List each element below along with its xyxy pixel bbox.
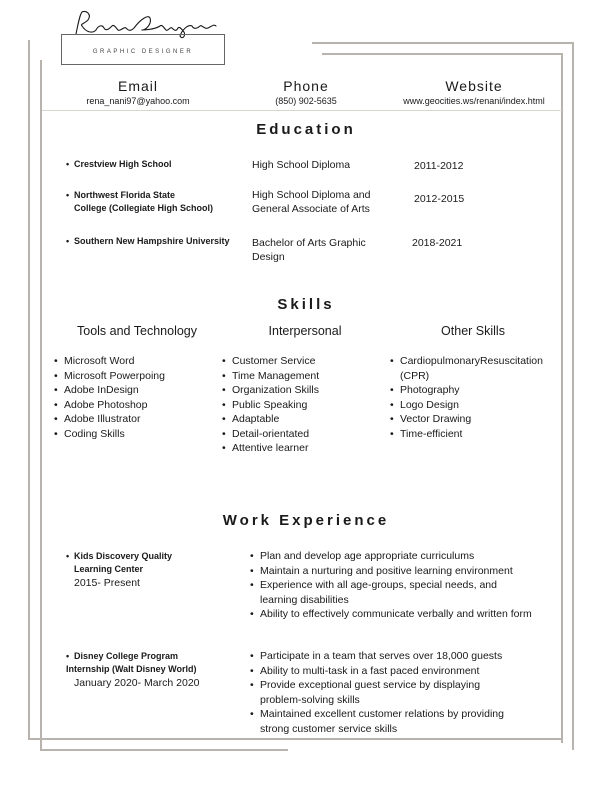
- list-item: • Ability to effectively communicate verbally and written form: [250, 607, 558, 622]
- frame-line-right-inner: [561, 53, 563, 743]
- website-value[interactable]: www.geocities.ws/renani/index.html: [403, 96, 545, 106]
- list-item: • Attentive learner: [222, 441, 382, 456]
- list-item: • Maintain a nurturing and positive learning environment: [250, 564, 558, 579]
- education-years: 2018-2021: [412, 237, 463, 249]
- skills-list-tools: [54, 354, 214, 441]
- job-duties: [250, 549, 558, 622]
- list-item: • Organization Skills: [222, 383, 382, 398]
- header-divider: [42, 110, 562, 111]
- skills-column-heading: Tools and Technology: [77, 324, 197, 338]
- list-item: • Provide exceptional guest service by displaying problem-solving skills: [250, 678, 540, 707]
- education-school: • Northwest Florida State College (Collegiate High School): [66, 190, 214, 213]
- list-item: • Coding Skills: [54, 427, 214, 442]
- list-item: • Logo Design: [390, 398, 554, 413]
- education-degree: Bachelor of Arts Graphic Design: [252, 237, 366, 263]
- skills-column-heading: Interpersonal: [268, 324, 342, 338]
- job-entry: • Disney College Program Internship (Walt Disney World) January 2020- March 2020: [66, 650, 246, 690]
- job-name: Learning Center: [74, 564, 144, 574]
- frame-line-left-inner: [40, 60, 42, 750]
- job-dates: 2015- Present: [74, 577, 140, 589]
- job-title: GRAPHIC DESIGNER: [92, 49, 194, 55]
- phone-value[interactable]: (850) 902-5635: [275, 96, 337, 106]
- logo-frame: [61, 34, 225, 65]
- list-item: • Plan and develop age appropriate curriculums: [250, 549, 558, 564]
- frame-line-right-outer: [572, 42, 574, 750]
- list-item: • Microsoft Word: [54, 354, 214, 369]
- list-item: • Participate in a team that serves over 18,000 guests: [250, 649, 540, 664]
- list-item: • Time Management: [222, 369, 382, 384]
- frame-line-bottom-inner: [40, 749, 288, 751]
- list-item: • Adobe InDesign: [54, 383, 214, 398]
- education-school: • Southern New Hampshire University: [66, 236, 230, 246]
- list-item: • Adobe Photoshop: [54, 398, 214, 413]
- skills-list-interpersonal: [222, 354, 382, 456]
- list-item: • Adaptable: [222, 412, 382, 427]
- list-item: • Time-efficient: [390, 427, 554, 442]
- list-item: • Maintained excellent customer relations by providing strong customer service skills: [250, 707, 540, 736]
- list-item: • Adobe Illustrator: [54, 412, 214, 427]
- list-item: • Detail-orientated: [222, 427, 382, 442]
- job-name: Internship (Walt Disney World): [66, 664, 197, 674]
- skills-list-other: [390, 354, 554, 441]
- list-item: • Photography: [390, 383, 554, 398]
- education-degree: High School Diploma and General Associate of Arts: [252, 189, 371, 215]
- list-item: • Customer Service: [222, 354, 382, 369]
- education-degree: High School Diploma: [252, 159, 351, 171]
- job-entry: • Kids Discovery Quality Learning Center 2015- Present: [66, 550, 246, 590]
- skills-column-heading: Other Skills: [441, 324, 505, 338]
- skills-title: Skills: [277, 296, 335, 313]
- list-item: • Public Speaking: [222, 398, 382, 413]
- email-value[interactable]: rena_nani97@yahoo.com: [86, 96, 190, 106]
- frame-line-bottom-outer: [28, 738, 562, 740]
- education-school: • Crestview High School: [66, 159, 172, 169]
- frame-line-top-right-inner: [322, 53, 562, 55]
- job-duties: [250, 649, 540, 736]
- job-dates: January 2020- March 2020: [74, 677, 200, 689]
- website-label: Website: [445, 78, 503, 94]
- job-name: Disney College Program: [74, 651, 179, 661]
- list-item: • Ability to multi-task in a fast paced environment: [250, 664, 540, 679]
- frame-line-left-outer: [28, 40, 30, 740]
- list-item: • Vector Drawing: [390, 412, 554, 427]
- education-years: 2012-2015: [414, 193, 465, 205]
- list-item: • Microsoft Powerpoing: [54, 369, 214, 384]
- work-title: Work Experience: [222, 512, 390, 529]
- phone-label: Phone: [283, 78, 329, 94]
- list-item: • CardiopulmonaryResuscitation (CPR): [390, 354, 554, 383]
- email-label: Email: [117, 78, 158, 94]
- list-item: • Experience with all age-groups, special needs, and learning disabilities: [250, 578, 558, 607]
- frame-line-top-right-outer: [312, 42, 574, 44]
- job-name: Kids Discovery Quality: [74, 551, 173, 561]
- education-years: 2011-2012: [414, 160, 464, 172]
- education-title: Education: [256, 121, 356, 138]
